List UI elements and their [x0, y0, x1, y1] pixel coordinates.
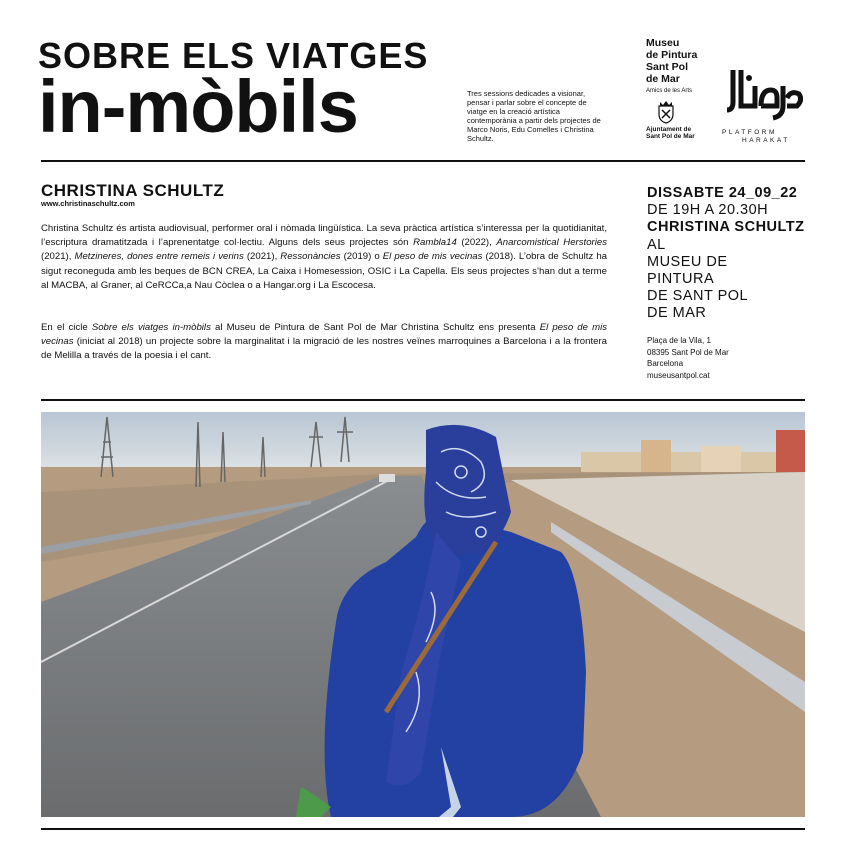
amics-label: Amics de les Arts [646, 88, 693, 94]
event-venue-line: MUSEU DE [647, 253, 728, 270]
ajuntament-line: Ajuntament de [646, 126, 692, 133]
artist-name: CHRISTINA SCHULTZ [41, 181, 225, 200]
divider [41, 399, 805, 401]
harakat-logo-icon [725, 66, 803, 122]
bio-paragraph-2: En el cicle Sobre els viatges in-mòbils al Museu de Pintura de Sant Pol de Mar Christina Schultz ens presenta El peso de mis vecinas (iniciat al 2018) un projecte sobre la marginalitat i la migració de les nostres veïnes marroquines a Barcelona i a la frontera de Melilla a través de la poesia i el cant. [41, 322, 608, 362]
title-line-2: in-mòbils [38, 65, 358, 148]
platform-harakat-label [722, 129, 802, 145]
event-date: DISSABTE 24_09_22 [647, 185, 798, 201]
address [647, 335, 729, 381]
address-line: Plaça de la Vila, 1 [647, 336, 711, 345]
event-venue-line: DE SANT POL [647, 288, 749, 305]
museu-line: de Mar [646, 73, 680, 85]
event-time: DE 19H A 20.30H [647, 202, 769, 219]
museu-logo [646, 37, 716, 85]
ajuntament-line: Sant Pol de Mar [646, 133, 695, 140]
harakat-word: HARAKAT [742, 137, 790, 144]
divider [41, 160, 805, 162]
divider [41, 828, 805, 830]
event-venue-line: DE MAR [647, 305, 707, 322]
event-venue-line: PINTURA [647, 271, 715, 288]
address-line: Barcelona [647, 359, 684, 368]
intro-text: Tres sessions dedicades a visionar, pensar i parlar sobre el concepte de viatge en la creació artística contemporània a partir dels projectes de Marco Noris, Edu Comelles i Christina Schultz. [467, 89, 601, 143]
title-line-1: SOBRE ELS VIATGES [38, 35, 429, 76]
event-info [647, 185, 807, 323]
road-photo [41, 412, 805, 817]
bio-paragraph-1: Christina Schultz és artista audiovisual, performer oral i nòmada lingüística. La seva pràctica artística s’interessa per la quotidianitat, l’escriptura dramatitzada i l’aprenentatge col·lectiu. Alguns dels seus projectes són Rambla14 (2022), Anarcomistical Herstories (2021), Metzineres, dones entre remeis i verins (2021), Ressonàncies (2019) o El peso de mis vecinas (2018). L’obra de Schultz ha sigut reconeguda amb les beques de BCN CREA, La Caixa i Homesession, OSIC i La Capella. Els seus projectes s’han dut a terme al MACBA, al Graner, al CeRCCa,a Nau Còclea o a Hangar.org i La Escocesa. [41, 223, 608, 291]
artist-url[interactable]: www.christinaschultz.com [41, 199, 135, 208]
museu-line: Sant Pol [646, 61, 689, 73]
platform-word: PLATFORM [722, 129, 777, 136]
event-artist: CHRISTINA SCHULTZ [647, 219, 805, 236]
museu-line: Museu [646, 37, 680, 49]
ajuntament-crest-icon [656, 100, 676, 124]
ajuntament-label [646, 126, 716, 140]
event-venue-line: AL [647, 236, 666, 253]
address-line[interactable]: museusantpol.cat [647, 370, 710, 380]
address-line: 08395 Sant Pol de Mar [647, 347, 729, 357]
museu-line: de Pintura [646, 49, 698, 61]
